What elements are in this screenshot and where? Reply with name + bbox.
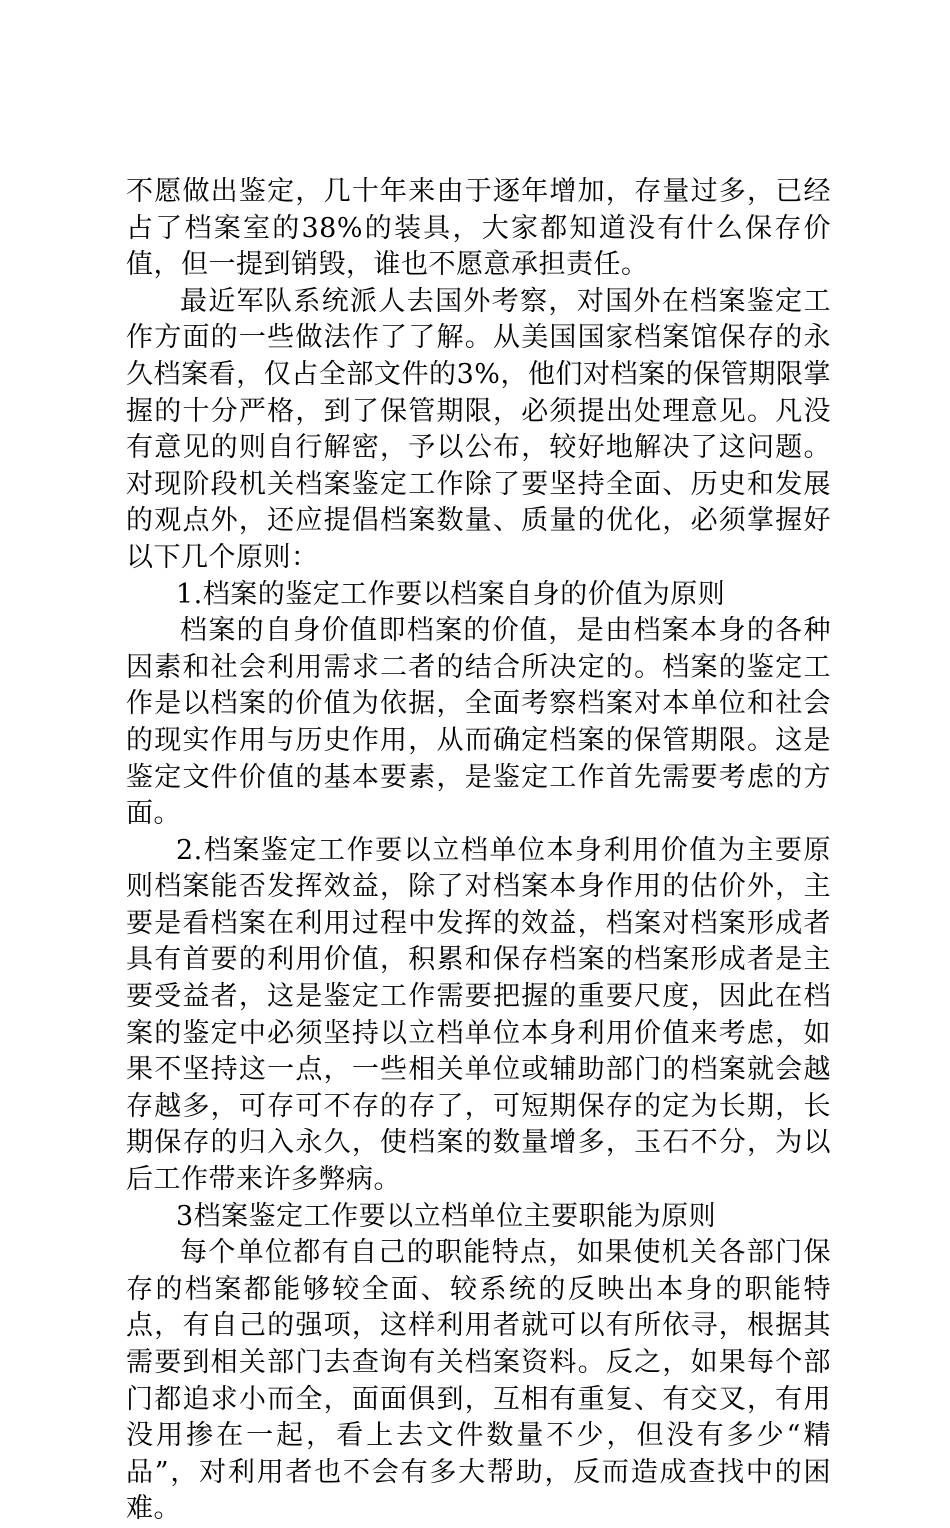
paragraph-overseas-practice: 最近军队系统派人去国外考察，对国外在档案鉴定工作方面的一些做法作了了解。从美国国家档案馆保存的永久档案看，仅占全部文件的3%，他们对档案的保管期限掌握的十分严格，到了保管期限，必须提出处理意见。凡没有意见的则自行解密，予以公布，较好地解决了这问题。对现阶段机关档案鉴定工作除了要坚持全面、历史和发展的观点外，还应提倡档案数量、质量的优化，必须掌握好以下几个原则：: [126, 285, 831, 573]
principle-heading-3: 3档案鉴定工作要以立档单位主要职能为原则: [176, 1200, 717, 1232]
principle-heading-1: 1.档案的鉴定工作要以档案自身的价值为原则: [176, 578, 726, 610]
body-text: [126, 174, 831, 1528]
paragraph-principle-3: 每个单位都有自己的职能特点，如果使机关各部门保存的档案都能够较全面、较系统的反映出本身的职能特点，有自己的强项，这样利用者就可以有所依寻，根据其需要到相关部门去查询有关档案资料。反之，如果每个部门都追求小而全，面面俱到，互相有重复、有交叉，有用没用掺在一起，看上去文件数量不少，但没有多少“精品”，对利用者也不会有多大帮助，反而造成查找中的困难。: [126, 1237, 831, 1525]
paragraph-continuation: 不愿做出鉴定，几十年来由于逐年增加，存量过多，已经占了档案室的38%的装具，大家都知道没有什么保存价值，但一提到销毁，谁也不愿意承担责任。: [126, 176, 831, 281]
paragraph-principle-1: 档案的自身价值即档案的价值，是由档案本身的各种因素和社会利用需求二者的结合所决定的。档案的鉴定工作是以档案的价值为依据，全面考察档案对本单位和社会的现实作用与历史作用，从而确定档案的保管期限。这是鉴定文件价值的基本要素，是鉴定工作首先需要考虑的方面。: [126, 615, 831, 830]
principle-heading-2-paragraph: 2.档案鉴定工作要以立档单位本身利用价值为主要原则档案能否发挥效益，除了对档案本身作用的估价外，主要是看档案在利用过程中发挥的效益，档案对档案形成者具有首要的利用价值，积累和保存档案的档案形成者是主要受益者，这是鉴定工作需要把握的重要尺度，因此在档案的鉴定中必须坚持以立档单位本身利用价值来考虑，如果不坚持这一点，一些相关单位或辅助部门的档案就会越存越多，可存可不存的存了，可短期保存的定为长期，长期保存的归入永久，使档案的数量增多，玉石不分，为以后工作带来许多弊病。: [126, 834, 831, 1196]
